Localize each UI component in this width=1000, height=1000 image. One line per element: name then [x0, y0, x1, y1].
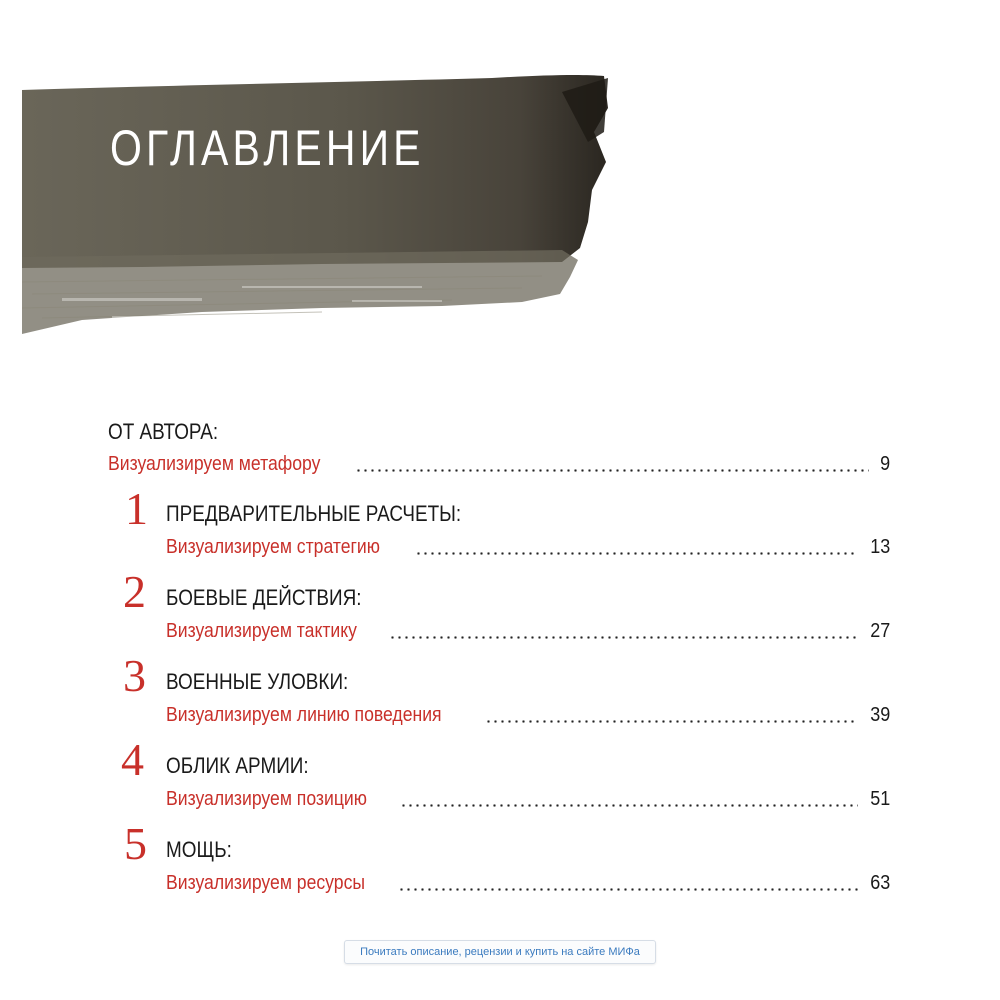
toc-entry-label: Визуализируем позицию	[166, 788, 367, 810]
chapter-number: 1	[125, 483, 148, 534]
dot-leader	[355, 469, 868, 472]
chapter-heading: МОЩЬ:	[166, 837, 232, 862]
page-number: 63	[869, 872, 890, 894]
chapter-heading: БОЕВЫЕ ДЕЙСТВИЯ:	[166, 585, 362, 610]
page-number: 13	[869, 536, 890, 558]
chapter-heading: ПРЕДВАРИТЕЛЬНЫЕ РАСЧЕТЫ:	[166, 501, 462, 526]
toc-entry-label: Визуализируем стратегию	[166, 536, 380, 558]
page-number: 27	[869, 620, 890, 642]
chapter-heading: ОБЛИК АРМИИ:	[166, 753, 309, 778]
toc-entry-chapter-2[interactable]	[166, 617, 890, 645]
store-link-button[interactable]: Почитать описание, рецензии и купить на сайте МИФа	[344, 940, 656, 964]
page-number: 39	[869, 704, 890, 726]
dot-leader	[485, 720, 858, 723]
intro-heading: ОТ АВТОРА:	[108, 419, 219, 444]
toc-entry-label: Визуализируем ресурсы	[166, 872, 366, 894]
toc-entry-label: Визуализируем метафору	[108, 453, 321, 475]
dot-leader	[389, 636, 858, 639]
toc-entry-label: Визуализируем тактику	[166, 620, 357, 642]
page-title: ОГЛАВЛЕНИЕ	[110, 120, 425, 176]
page-number: 51	[869, 788, 890, 810]
toc-entry-chapter-3[interactable]	[166, 701, 890, 729]
chapter-number: 3	[123, 650, 146, 701]
chapter-number: 2	[123, 566, 146, 617]
brush-stroke-banner	[22, 72, 612, 334]
toc-entry-chapter-4[interactable]	[166, 785, 890, 813]
chapter-number: 4	[121, 734, 144, 785]
toc-entry-chapter-5[interactable]	[166, 869, 890, 897]
dot-leader	[415, 552, 858, 555]
chapter-number: 5	[124, 818, 147, 869]
dot-leader	[398, 888, 858, 891]
toc-entry-label: Визуализируем линию поведения	[166, 704, 442, 726]
page-number: 9	[879, 453, 890, 475]
chapter-heading: ВОЕННЫЕ УЛОВКИ:	[166, 669, 349, 694]
toc-entry-chapter-1[interactable]	[166, 533, 890, 561]
dot-leader	[400, 804, 857, 807]
toc-entry-intro[interactable]	[108, 450, 890, 478]
